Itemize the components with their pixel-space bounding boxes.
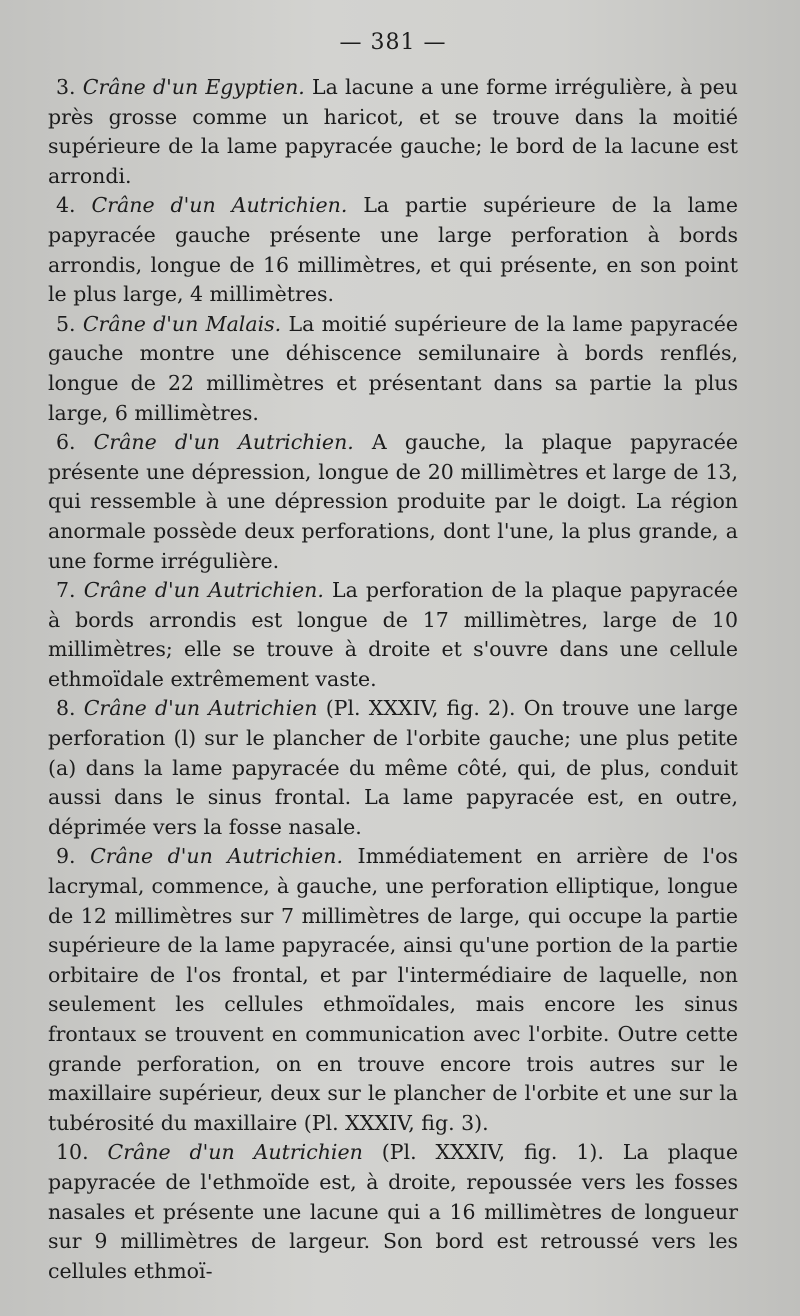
entry-text: La moitié supérieure de la lame papyracée gauche montre une déhiscence semilunaire à bords renflés, longue de 22 millimètres et présentant dans sa partie la plus large, 6 millimètres. (48, 311, 738, 425)
entry-title: Crâne d'un Autrichien. (83, 578, 324, 603)
entry-6 (48, 428, 738, 576)
entry-title: Crâne d'un Autrichien (83, 696, 318, 721)
entry-number: 4. (56, 193, 76, 218)
entry-text: La partie supérieure de la lame papyracée gauche présente une large perforation à bords arrondis, longue de 16 millimètres, et qui présente, en son point le plus large, 4 millimètres. (48, 193, 738, 307)
entry-4 (48, 191, 738, 309)
entry-title: Crâne d'un Malais. (82, 311, 282, 336)
entry-title: Crâne d'un Autrichien. (91, 193, 348, 218)
entry-3 (48, 73, 738, 191)
entry-10 (48, 1138, 738, 1286)
entry-text: (Pl. XXXIV, fig. 2). On trouve une large perforation (l) sur le plancher de l'orbite gauche; une plus petite (a) dans la lame papyracée du même côté, qui, de plus, conduit aussi dans le sinus frontal. La lame papyracée est, en outre, déprimée vers la fosse nasale. (48, 696, 738, 839)
entry-number: 9. (56, 844, 76, 869)
entry-number: 6. (56, 430, 76, 455)
entry-number: 3. (56, 75, 76, 99)
entry-5 (48, 310, 738, 428)
entry-title: Crâne d'un Autrichien (107, 1140, 363, 1165)
entry-text: La lacune a une forme irrégulière, à peu près grosse comme un haricot, et se trouve dans la moitié supérieure de la lame papyracée gauche; le bord de la lacune est arrondi. (48, 75, 738, 188)
entry-number: 8. (56, 696, 76, 721)
body-text (48, 73, 738, 1286)
entry-title: Crâne d'un Autrichien. (90, 844, 343, 869)
entry-text: A gauche, la plaque papyracée présente une dépression, longue de 20 millimètres et large de 13, qui ressemble à une dépression produite par le doigt. La région anormale possède deux perforations, dont l'une, la plus grande, a une forme irrégulière. (48, 430, 738, 573)
page-number: — 381 — (339, 30, 447, 55)
entry-text: (Pl. XXXIV, fig. 1). La plaque papyracée de l'ethmoïde est, à droite, repoussée vers les fosses nasales et présente une lacune qui a 16 millimètres de longueur sur 9 millimètres de largeur. Son bord est retroussé vers les cellules ethmoï- (48, 1140, 738, 1283)
entry-title: Crâne d'un Egyptien. (82, 75, 305, 99)
entry-text: La perforation de la plaque papyracée à bords arrondis est longue de 17 millimètres, large de 10 millimètres; elle se trouve à droite et s'ouvre dans une cellule ethmoïdale extrêmement vaste. (48, 578, 738, 691)
entry-8 (48, 694, 738, 842)
entry-number: 5. (56, 311, 76, 336)
entry-title: Crâne d'un Autrichien. (93, 430, 354, 455)
entry-7 (48, 576, 738, 694)
entry-number: 10. (56, 1140, 89, 1165)
entry-9 (48, 842, 738, 1138)
entry-text: Immédiatement en arrière de l'os lacrymal, commence, à gauche, une perforation elliptique, longue de 12 millimètres sur 7 millimètres de large, qui occupe la partie supérieure de la lame papyracée, ainsi qu'une portion de la partie orbitaire de l'os frontal, et par l'intermédiaire de laquelle, non seulement les cellules ethmoïdales, mais encore les sinus frontaux se trouvent en communication avec l'orbite. Outre cette grande perforation, on en trouve encore trois autres sur le maxillaire supérieur, deux sur le plancher de l'orbite et une sur la tubérosité du maxillaire (Pl. XXXIV, fig. 3). (48, 844, 738, 1135)
entry-number: 7. (56, 578, 76, 603)
